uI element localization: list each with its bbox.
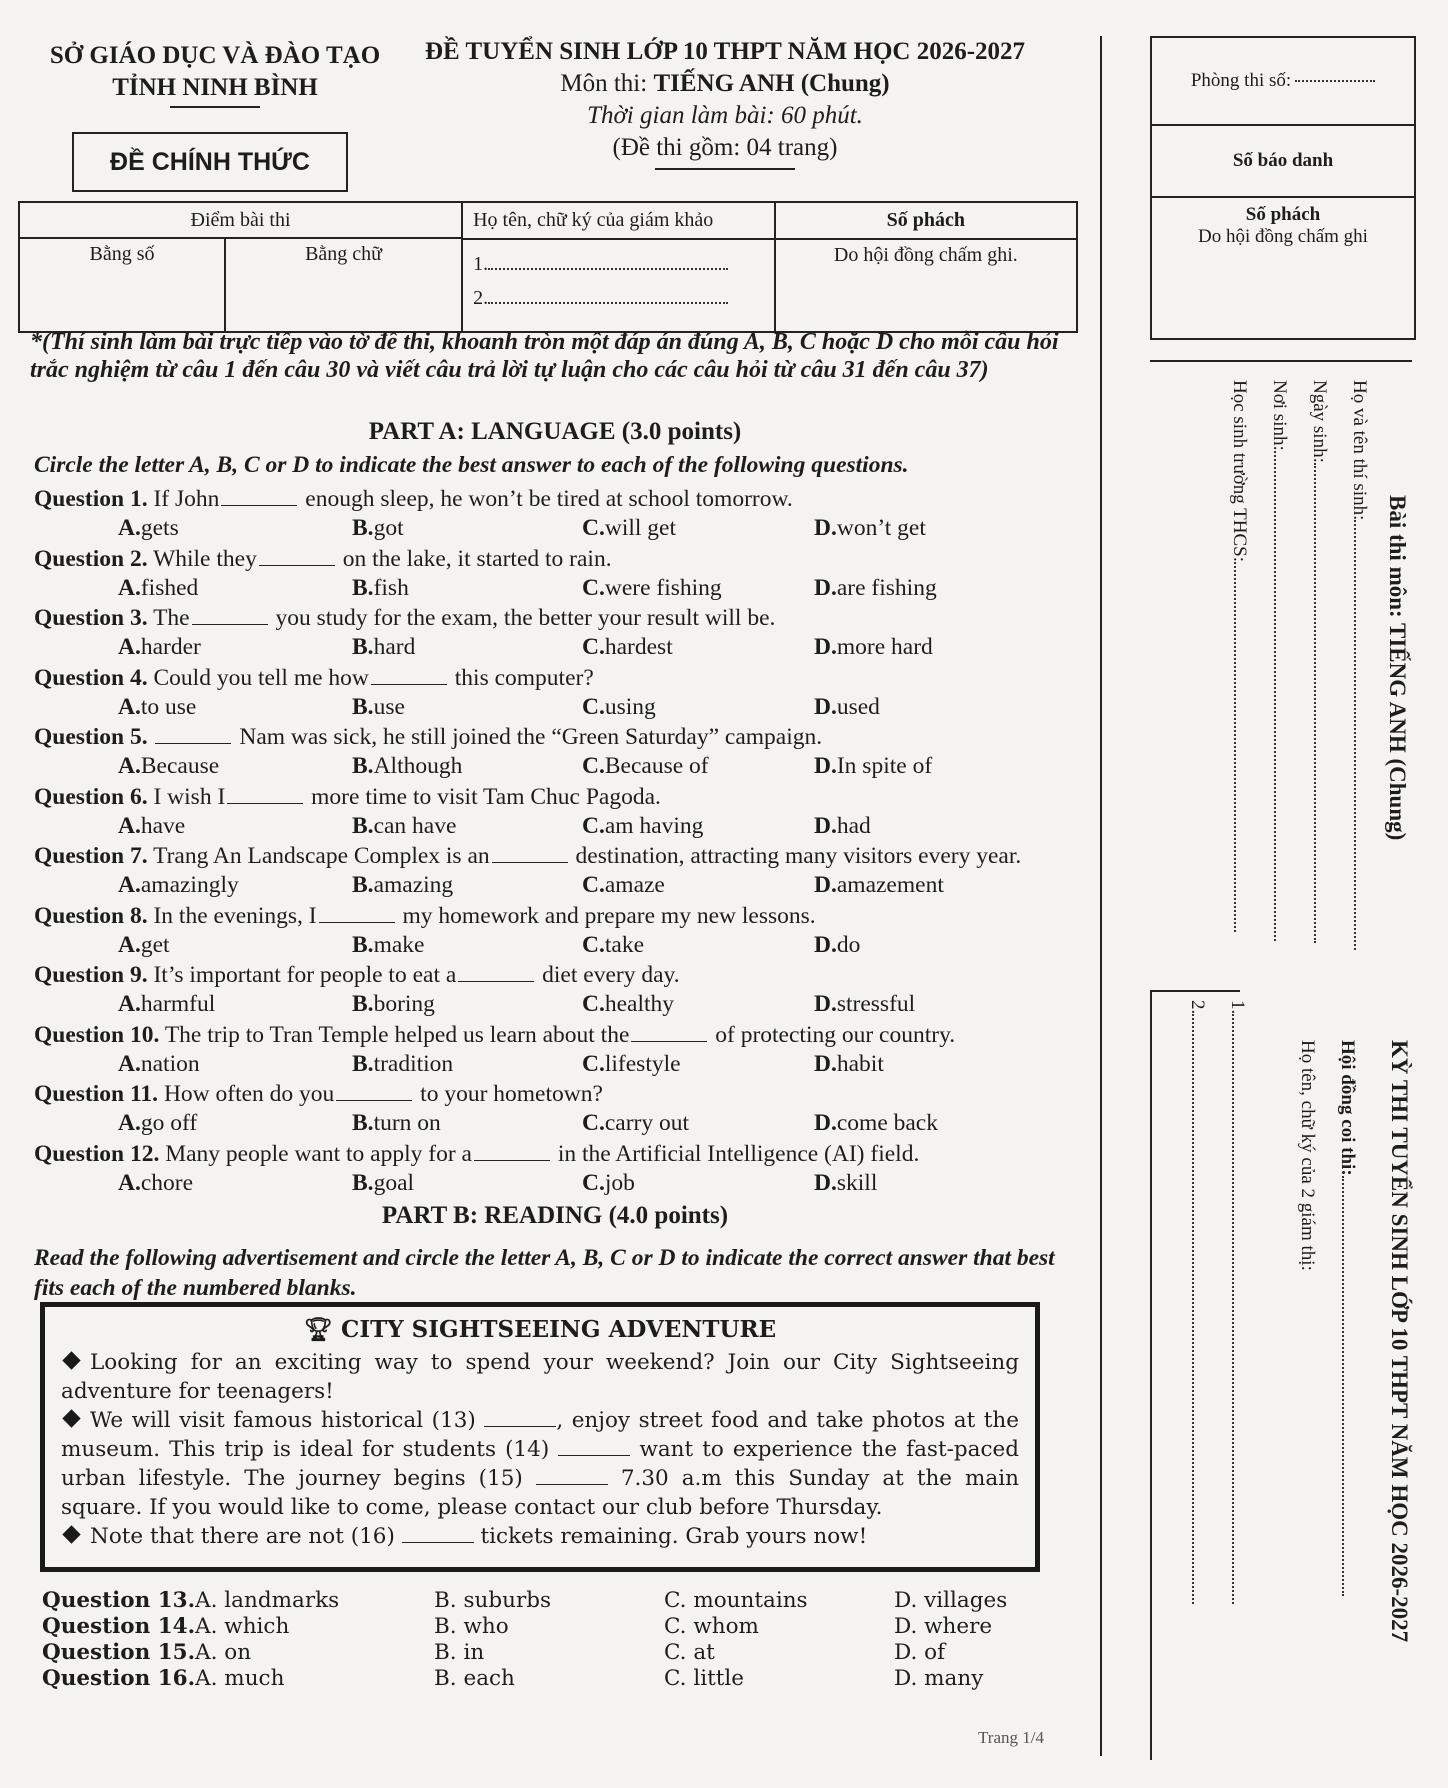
- candidate-number: Số báo danh: [1152, 126, 1414, 198]
- option-c[interactable]: C. hardest: [582, 634, 673, 660]
- margin-proctor-1: 1.: [1226, 1000, 1248, 1604]
- score-words: Bằng chữ: [225, 238, 462, 332]
- option-b[interactable]: B. use: [352, 693, 405, 720]
- option-a[interactable]: A. harder: [118, 634, 201, 660]
- examiner-header: Họ tên, chữ ký của giám khảo: [463, 203, 774, 240]
- option-b[interactable]: B. tradition: [352, 1050, 454, 1077]
- option-c[interactable]: C. am having: [582, 812, 704, 839]
- option-c[interactable]: C. will get: [582, 515, 677, 541]
- question-9: [34, 960, 1084, 1019]
- option-d[interactable]: D. do: [814, 931, 861, 958]
- option-c[interactable]: C. lifestyle: [582, 1050, 681, 1077]
- margin-pob: Nơi sinh:: [1268, 380, 1290, 941]
- candidate-id-box: [1150, 36, 1416, 340]
- option-c[interactable]: C. were fishing: [582, 574, 722, 601]
- option-c[interactable]: C. take: [582, 931, 644, 958]
- option-c[interactable]: C. whom: [664, 1614, 759, 1639]
- option-b[interactable]: B. amazing: [352, 872, 454, 898]
- score-number: Bằng số: [19, 238, 225, 332]
- option-c[interactable]: C. mountains: [664, 1588, 808, 1613]
- option-b[interactable]: B. fish: [352, 574, 409, 601]
- option-b[interactable]: B. hard: [352, 634, 416, 660]
- margin-school: Học sinh trường THCS:: [1228, 380, 1250, 932]
- question-stem: Question 5. Nam was sick, he still joined the “Green Saturday” campaign.: [34, 724, 823, 750]
- part-b-title: PART B: READING (4.0 points): [381, 1202, 729, 1229]
- margin-council: Hội đồng coi thi:: [1336, 1040, 1358, 1596]
- option-b[interactable]: B. got: [352, 515, 404, 541]
- option-c[interactable]: C. carry out: [582, 1110, 690, 1136]
- option-a[interactable]: A. gets: [118, 515, 179, 541]
- question-10: [34, 1020, 1084, 1079]
- score-header: Điểm bài thi: [19, 202, 462, 238]
- option-c[interactable]: C. Because of: [582, 753, 709, 779]
- page-number: Trang 1/4: [978, 1728, 1044, 1747]
- ad-title: 🏆︎ CITY SIGHTSEEING ADVENTURE: [303, 1316, 777, 1343]
- option-d[interactable]: D. many: [894, 1666, 984, 1691]
- question-stem: Question 2. While they on the lake, it started to rain.: [34, 545, 612, 572]
- room-number: Phòng thi số:: [1152, 38, 1414, 126]
- question-stem: Question 7. Trang An Landscape Complex is an destination, attracting many visitors every year.: [34, 843, 1022, 869]
- diamond-bullet-icon: [62, 1525, 80, 1543]
- header-underline-2: [655, 168, 795, 170]
- advertisement-box: [40, 1302, 1040, 1572]
- option-a[interactable]: A. go off: [118, 1110, 198, 1136]
- reading-question-label: Question 15. A. on: [42, 1640, 252, 1665]
- reading-question-16: [42, 1666, 1052, 1692]
- option-b[interactable]: B. who: [434, 1614, 509, 1639]
- question-8: [34, 901, 1084, 960]
- question-7: [34, 841, 1084, 900]
- diamond-bullet-icon: [62, 1409, 80, 1427]
- part-b-direction: Read the following advertisement and circle the letter A, B, C or D to indicate the correct answer that best fits each of the numbered blanks.: [34, 1245, 1055, 1301]
- option-a[interactable]: A. amazingly: [118, 872, 239, 898]
- instruction: *(Thí sinh làm bài trực tiếp vào tờ đề thi, khoanh tròn một đáp án đúng A, B, C hoặc D cho mỗi câu hỏi trắc nghiệm từ câu 1 đến câu 30 và viết câu trả lời tự luận cho các câu hỏi từ câu 31 đến câu 37): [30, 329, 1059, 383]
- exam-time: Thời gian làm bài: 60 phút.: [587, 102, 863, 129]
- margin-subject: Bài thi môn: TIẾNG ANH (Chung): [1385, 495, 1410, 841]
- option-a[interactable]: A. have: [118, 812, 186, 839]
- subject-label: Môn thi:: [560, 70, 648, 97]
- option-c[interactable]: C. little: [664, 1666, 744, 1691]
- option-b[interactable]: B. boring: [352, 991, 435, 1017]
- margin-line-left: [1150, 990, 1152, 1760]
- exam-header: [410, 36, 1040, 170]
- question-stem: Question 3. The you study for the exam, the better your result will be.: [34, 605, 776, 631]
- province-name: TỈNH NINH BÌNH: [112, 74, 318, 101]
- option-d[interactable]: D. villages: [894, 1588, 1008, 1613]
- margin-line-mid: [1150, 990, 1240, 992]
- score-table: [18, 201, 1078, 333]
- option-d[interactable]: D. come back: [814, 1110, 938, 1136]
- margin-proctors: Họ tên, chữ ký của 2 giám thị:: [1297, 1040, 1318, 1271]
- question-11: [34, 1079, 1084, 1138]
- reading-question-15: [42, 1640, 1052, 1666]
- option-b[interactable]: B. can have: [352, 812, 457, 839]
- option-d[interactable]: D. more hard: [814, 634, 933, 660]
- margin-phach-note: Do hội đồng chấm ghi: [1198, 226, 1368, 247]
- question-3: [34, 603, 1084, 662]
- official-badge: ĐỀ CHÍNH THỨC: [72, 132, 348, 192]
- option-a[interactable]: A. fished: [118, 574, 199, 601]
- question-stem: Question 10. The trip to Tran Temple helped us learn about the of protecting our country.: [34, 1021, 956, 1048]
- question-stem: Question 1. If John enough sleep, he won’t be tired at school tomorrow.: [34, 486, 793, 512]
- option-d[interactable]: D. of: [894, 1640, 946, 1665]
- question-stem: Question 11. How often do you to your hometown?: [34, 1081, 603, 1107]
- option-a[interactable]: A. chore: [118, 1169, 194, 1196]
- reading-question-label: Question 16. A. much: [42, 1666, 285, 1691]
- examiner-line-1: 1.: [463, 240, 774, 276]
- option-a[interactable]: A. harmful: [118, 991, 216, 1017]
- option-b[interactable]: B. in: [434, 1640, 485, 1665]
- margin-dob: Ngày sinh:: [1308, 380, 1330, 943]
- ad-paragraph-3: Note that there are not (16) tickets remaining. Grab yours now!: [61, 1522, 1019, 1551]
- reading-question-label: Question 14. A. which: [42, 1614, 290, 1639]
- question-6: [34, 782, 1084, 841]
- option-a[interactable]: A. get: [118, 931, 170, 958]
- option-b[interactable]: B. Although: [352, 753, 463, 779]
- reading-question-13: [42, 1588, 1052, 1614]
- question-2: [34, 544, 1084, 603]
- option-b[interactable]: B. each: [434, 1666, 515, 1691]
- phach-header: Số phách: [776, 203, 1076, 240]
- option-b[interactable]: B. goal: [352, 1169, 415, 1196]
- question-12: [34, 1139, 1084, 1198]
- question-stem: Question 4. Could you tell me how this computer?: [34, 664, 594, 691]
- question-stem: Question 9. It’s important for people to eat a diet every day.: [34, 962, 680, 988]
- option-d[interactable]: D. In spite of: [814, 753, 933, 779]
- margin-candidate-name: Họ và tên thí sinh:: [1348, 380, 1370, 950]
- department-header: [40, 40, 390, 108]
- margin-proctor-2: 2.: [1186, 1000, 1208, 1604]
- option-d[interactable]: D. had: [814, 812, 871, 839]
- diamond-bullet-icon: [62, 1351, 80, 1369]
- question-4: [34, 663, 1084, 722]
- option-d[interactable]: D. amazement: [814, 872, 944, 898]
- reading-question-14: [42, 1614, 1052, 1640]
- margin-phach: Số phách: [1245, 204, 1321, 225]
- question-stem: Question 12. Many people want to apply for a in the Artificial Intelligence (AI) field.: [34, 1140, 920, 1167]
- option-d[interactable]: D. used: [814, 693, 880, 720]
- reading-question-label: Question 13. A. landmarks: [42, 1588, 340, 1613]
- phach-cell: [775, 202, 1077, 332]
- option-c[interactable]: C. using: [582, 693, 656, 720]
- margin-divider: [1100, 36, 1102, 1756]
- examiner-cell: [462, 202, 775, 332]
- option-b[interactable]: B. turn on: [352, 1110, 441, 1136]
- option-d[interactable]: D. are fishing: [814, 574, 937, 601]
- subject-value: TIẾNG ANH (Chung): [653, 70, 890, 97]
- option-c[interactable]: C. job: [582, 1169, 635, 1196]
- department-name: SỞ GIÁO DỤC VÀ ĐÀO TẠO: [49, 42, 381, 69]
- question-1: [34, 484, 1084, 543]
- option-d[interactable]: D. skill: [814, 1169, 878, 1196]
- ad-paragraph-2: We will visit famous historical (13) , enjoy street food and take photos at the museum. This trip is ideal for students (14) want to experience the fast-paced urban lifestyle. The journey begins (15) 7.30 a.m this Sunday at the main square. If you would like to come, please contact our club before Thursday.: [61, 1408, 1019, 1520]
- ad-paragraph-1: Looking for an exciting way to spend your weekend? Join our City Sightseeing adventure for teenagers!: [61, 1350, 1019, 1404]
- margin-exam-name: KỲ THI TUYỂN SINH LỚP 10 THPT NĂM HỌC 2026-2027: [1387, 1040, 1412, 1643]
- question-5: [34, 722, 1084, 781]
- option-d[interactable]: D. where: [894, 1614, 993, 1639]
- option-a[interactable]: A. to use: [118, 693, 197, 720]
- exam-title: ĐỀ TUYỂN SINH LỚP 10 THPT NĂM HỌC 2026-2027: [424, 38, 1026, 65]
- header-underline: [170, 106, 260, 108]
- option-c[interactable]: C. healthy: [582, 991, 675, 1017]
- question-stem: Question 8. In the evenings, I my homework and prepare my new lessons.: [34, 902, 816, 929]
- part-a-direction: Circle the letter A, B, C or D to indicate the best answer to each of the following questions.: [34, 452, 909, 478]
- part-a-title: PART A: LANGUAGE (3.0 points): [368, 418, 742, 445]
- question-stem: Question 6. I wish I more time to visit Tam Chuc Pagoda.: [34, 783, 661, 810]
- option-c[interactable]: C. amaze: [582, 872, 665, 898]
- option-d[interactable]: D. stressful: [814, 991, 916, 1017]
- exam-pages: (Đề thi gồm: 04 trang): [612, 134, 838, 161]
- option-b[interactable]: B. make: [352, 931, 425, 958]
- option-d[interactable]: D. habit: [814, 1050, 884, 1077]
- option-a[interactable]: A. Because: [118, 753, 220, 779]
- phach-note: Do hội đồng chấm ghi.: [833, 244, 1018, 266]
- margin-line-top: [1150, 360, 1412, 362]
- option-d[interactable]: D. won’t get: [814, 515, 926, 541]
- option-a[interactable]: A. nation: [118, 1050, 200, 1077]
- examiner-line-2: 2.: [463, 276, 774, 314]
- option-c[interactable]: C. at: [664, 1640, 715, 1665]
- option-b[interactable]: B. suburbs: [434, 1588, 552, 1613]
- ad-logo-icon: 🏆︎: [303, 1316, 333, 1343]
